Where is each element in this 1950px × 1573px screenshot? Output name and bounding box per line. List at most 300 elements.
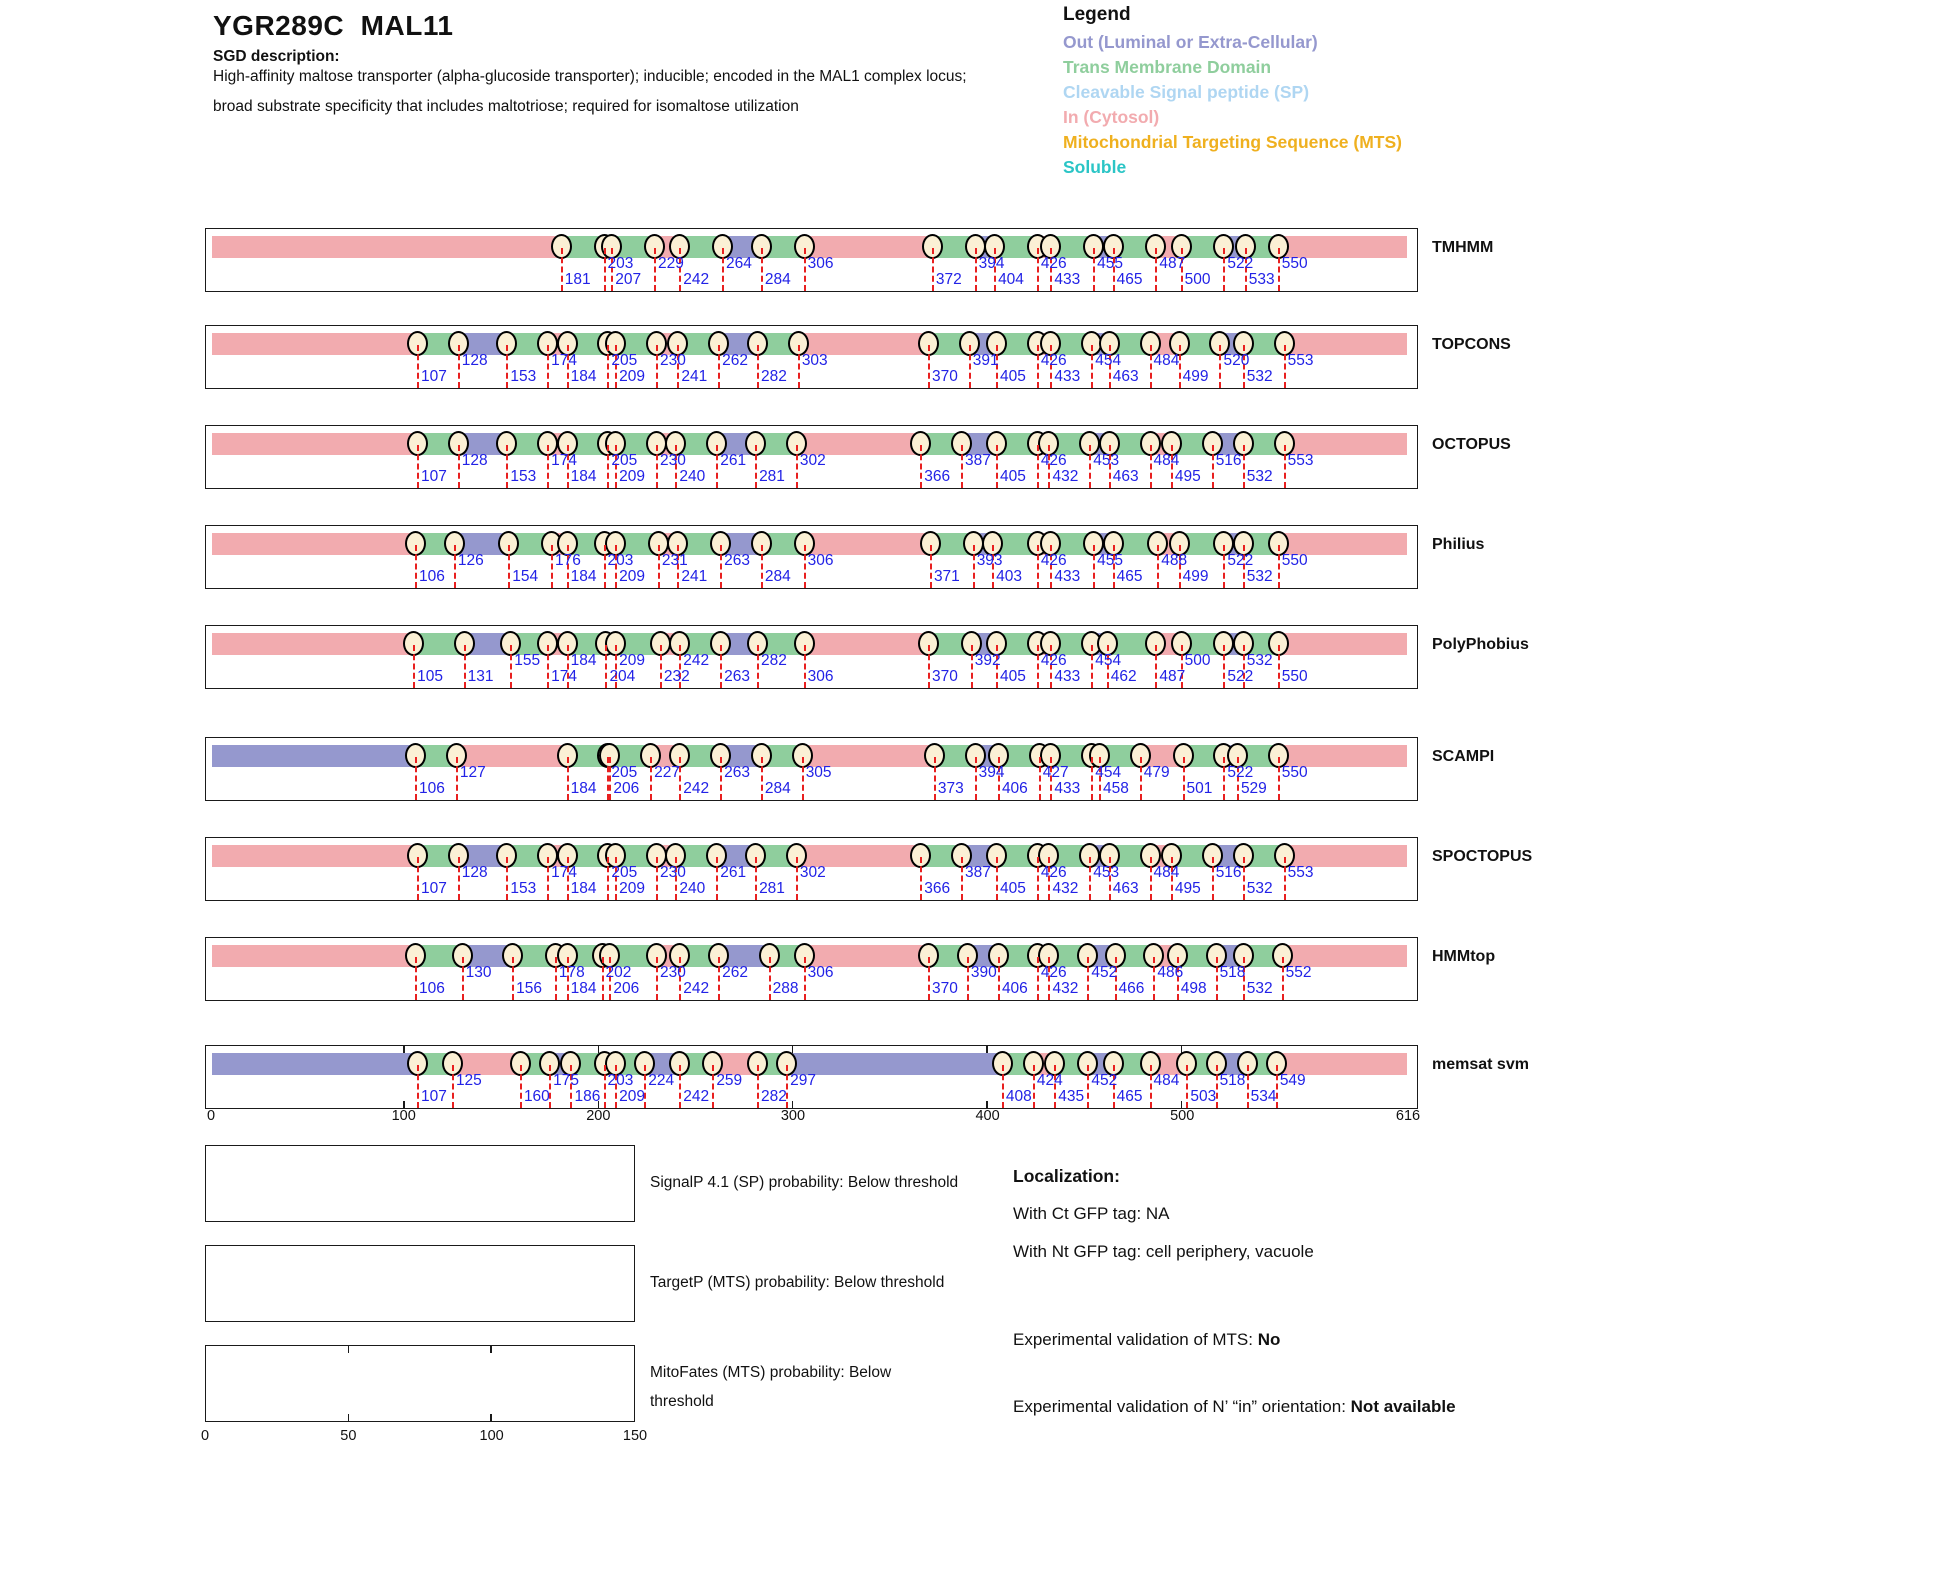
boundary-label-433: 433 [1054,368,1081,385]
track-box-scampi [205,737,1418,801]
boundary-dash-line-181 [561,248,563,291]
boundary-dash-line-454 [1091,645,1093,688]
targetp-plot-box [205,1245,635,1322]
boundary-label-107: 107 [420,468,447,485]
boundary-label-484: 484 [1153,352,1180,369]
boundary-dash-line-153 [506,857,508,900]
boundary-dash-line-263 [720,545,722,588]
boundary-label-263: 263 [724,764,750,781]
legend-items [1063,30,1402,180]
boundary-label-127: 127 [459,764,486,781]
boundary-label-284: 284 [764,780,791,797]
boundary-label-453: 453 [1093,452,1120,469]
track-plotarea [212,229,1407,291]
boundary-label-242: 242 [683,980,710,997]
boundary-dash-line-153 [506,345,508,388]
boundary-dash-line-487 [1155,248,1157,291]
boundary-label-500: 500 [1184,271,1211,288]
boundary-label-282: 282 [761,652,787,669]
boundary-label-230: 230 [659,452,686,469]
segment-out-1-106 [212,745,416,767]
boundary-label-495: 495 [1174,880,1201,897]
mitofates-axis-label-50: 50 [340,1428,357,1444]
boundary-label-553: 553 [1287,352,1314,369]
boundary-label-426: 426 [1040,964,1067,981]
boundary-label-454: 454 [1095,352,1122,369]
boundary-label-522: 522 [1227,668,1254,685]
boundary-dash-line-305 [802,757,804,800]
boundary-label-128: 128 [461,452,488,469]
axis-tick-100 [403,1046,405,1053]
orientation-validation-line [1013,1390,1463,1423]
mitofates-plot-box [205,1345,635,1422]
boundary-dash-line-452 [1087,1065,1089,1108]
boundary-label-284: 284 [764,271,791,288]
boundary-label-174: 174 [551,452,578,469]
boundary-dash-line-427 [1039,757,1041,800]
mitofates-tick [348,1346,350,1353]
boundary-dash-line-128 [458,445,460,488]
boundary-label-370: 370 [932,980,958,997]
boundary-label-184: 184 [570,780,597,797]
boundary-label-174: 174 [551,668,578,685]
boundary-label-516: 516 [1215,864,1242,881]
boundary-label-453: 453 [1093,864,1120,881]
boundary-label-466: 466 [1118,980,1145,997]
boundary-label-209: 209 [619,568,646,585]
boundary-label-370: 370 [932,668,958,685]
boundary-label-532: 532 [1246,368,1273,385]
boundary-dash-line-282 [757,645,759,688]
boundary-label-128: 128 [461,864,488,881]
boundary-label-202: 202 [605,964,632,981]
boundary-label-495: 495 [1174,468,1201,485]
boundary-label-366: 366 [924,880,951,897]
boundary-label-241: 241 [681,568,708,585]
boundary-dash-line-153 [506,445,508,488]
boundary-label-432: 432 [1052,468,1079,485]
axis-tick-400 [986,1101,988,1108]
boundary-label-433: 433 [1054,568,1081,585]
boundary-label-532: 532 [1246,880,1273,897]
boundary-label-262: 262 [722,964,749,981]
legend-item-4: In (Cytosol) [1063,107,1160,127]
mitofates-axis-label-0: 0 [200,1428,210,1444]
boundary-label-406: 406 [1001,980,1028,997]
boundary-label-486: 486 [1157,964,1184,981]
boundary-label-435: 435 [1058,1088,1085,1105]
boundary-dash-line-125 [452,1065,454,1108]
boundary-label-106: 106 [419,780,445,797]
boundary-label-553: 553 [1287,864,1314,881]
track-label-topcons: TOPCONS [1432,336,1511,353]
boundary-label-371: 371 [933,568,960,585]
segment-out-1-107 [212,1053,418,1075]
boundary-label-366: 366 [924,468,951,485]
boundary-label-393: 393 [976,552,1003,569]
boundary-label-462: 462 [1110,668,1137,685]
boundary-label-426: 426 [1040,255,1067,272]
boundary-label-518: 518 [1219,1072,1246,1089]
boundary-label-465: 465 [1116,1088,1143,1105]
track-label-scampi: SCAMPI [1432,748,1495,765]
boundary-label-242: 242 [683,652,710,669]
boundary-label-498: 498 [1180,980,1207,997]
boundary-label-184: 184 [570,980,597,997]
boundary-label-387: 387 [965,864,991,881]
legend-title: Legend [1063,4,1131,25]
boundary-dash-line-306 [804,957,806,1000]
boundary-label-242: 242 [683,271,710,288]
track-box-topcons [205,325,1418,389]
boundary-label-405: 405 [1000,880,1026,897]
boundary-dash-line-394 [975,248,977,291]
boundary-label-281: 281 [759,880,785,897]
boundary-label-288: 288 [772,980,799,997]
boundary-label-305: 305 [805,764,832,781]
boundary-label-175: 175 [553,1072,579,1089]
boundary-label-209: 209 [619,652,646,669]
boundary-label-463: 463 [1112,468,1139,485]
boundary-dash-line-479 [1140,757,1142,800]
orientation-validation-label: Experimental validation of N’ “in” orientation: [1013,1397,1351,1416]
boundary-label-426: 426 [1040,452,1067,469]
track-plotarea [212,526,1407,588]
boundary-label-404: 404 [998,271,1024,288]
boundary-dash-line-522 [1223,645,1225,688]
boundary-dash-line-263 [720,757,722,800]
boundary-label-297: 297 [790,1072,817,1089]
boundary-label-264: 264 [726,255,752,272]
boundary-label-240: 240 [679,468,706,485]
boundary-dash-line-160 [520,1065,522,1108]
boundary-label-242: 242 [683,780,710,797]
boundary-dash-line-303 [798,345,800,388]
boundary-label-306: 306 [807,552,834,569]
boundary-dash-line-127 [456,757,458,800]
boundary-label-455: 455 [1097,552,1124,569]
boundary-dash-line-263 [720,645,722,688]
boundary-dash-line-262 [718,957,720,1000]
boundary-dash-line-227 [650,757,652,800]
boundary-label-550: 550 [1281,668,1308,685]
boundary-label-390: 390 [970,964,997,981]
boundary-dash-line-370 [928,645,930,688]
boundary-label-174: 174 [551,352,578,369]
boundary-label-403: 403 [996,568,1022,585]
track-plotarea [212,738,1407,800]
boundary-dash-line-203 [604,545,606,588]
segment-in-550-616 [1279,633,1407,655]
boundary-label-550: 550 [1281,255,1308,272]
boundary-label-203: 203 [607,255,634,272]
segment-out-297-408 [787,1053,1003,1075]
mitofates-axis-label-150: 150 [622,1428,648,1444]
legend-item-3: Cleavable Signal peptide (SP) [1063,82,1310,102]
boundary-dash-line-426 [1037,545,1039,588]
boundary-dash-line-184 [567,757,569,800]
track-box-tmhmm [205,228,1418,292]
boundary-dash-line-366 [920,445,922,488]
boundary-label-454: 454 [1095,764,1122,781]
signalp-plot-label: SignalP 4.1 (SP) probability: Below threshold [650,1174,959,1191]
sgd-description-label: SGD description: [213,48,340,65]
boundary-dash-line-264 [722,248,724,291]
boundary-dash-line-261 [716,857,718,900]
boundary-dash-line-203 [604,248,606,291]
boundary-dash-line-284 [761,248,763,291]
boundary-dash-line-406 [998,957,1000,1000]
boundary-label-487: 487 [1159,668,1186,685]
track-label-polyphobius: PolyPhobius [1432,636,1529,653]
boundary-dash-line-106 [415,545,417,588]
boundary-label-282: 282 [761,1088,787,1105]
boundary-dash-line-426 [1037,248,1039,291]
boundary-label-306: 306 [807,964,834,981]
boundary-label-392: 392 [974,652,1001,669]
boundary-label-209: 209 [619,468,646,485]
boundary-dash-line-405 [996,857,998,900]
boundary-dash-line-516 [1212,445,1214,488]
boundary-label-463: 463 [1112,368,1139,385]
boundary-label-406: 406 [1001,780,1028,797]
boundary-label-550: 550 [1281,552,1308,569]
boundary-label-426: 426 [1040,652,1067,669]
boundary-dash-line-302 [796,857,798,900]
boundary-label-499: 499 [1182,368,1209,385]
legend [1063,4,1402,180]
signalp-plot-box [205,1145,635,1222]
boundary-dash-line-484 [1150,857,1152,900]
axis-label-400: 400 [975,1108,1000,1124]
boundary-dash-line-306 [804,545,806,588]
boundary-dash-line-230 [656,345,658,388]
boundary-dash-line-373 [934,757,936,800]
boundary-dash-line-105 [413,645,415,688]
boundary-label-241: 241 [681,368,708,385]
boundary-label-204: 204 [609,668,636,685]
legend-item-1: Out (Luminal or Extra-Cellular) [1063,32,1318,52]
boundary-dash-line-488 [1157,545,1159,588]
boundary-label-529: 529 [1240,780,1267,797]
boundary-dash-line-452 [1087,957,1089,1000]
boundary-dash-line-484 [1150,345,1152,388]
boundary-label-153: 153 [510,468,537,485]
boundary-label-500: 500 [1184,652,1211,669]
boundary-dash-line-522 [1223,545,1225,588]
track-label-hmmtop: HMMtop [1432,948,1496,965]
boundary-dash-line-516 [1212,857,1214,900]
boundary-dash-line-128 [458,857,460,900]
track-box-philius [205,525,1418,589]
axis-label-100: 100 [391,1108,416,1124]
axis-label-616: 616 [1395,1108,1421,1124]
boundary-dash-line-230 [656,957,658,1000]
boundary-label-487: 487 [1159,255,1186,272]
boundary-label-302: 302 [799,864,826,881]
boundary-label-203: 203 [607,552,634,569]
boundary-label-532: 532 [1246,568,1273,585]
boundary-dash-line-106 [415,957,417,1000]
boundary-label-205: 205 [611,764,638,781]
boundary-dash-line-522 [1223,757,1225,800]
boundary-label-302: 302 [799,452,826,469]
boundary-dash-line-106 [415,757,417,800]
boundary-label-284: 284 [764,568,791,585]
boundary-dash-line-281 [755,445,757,488]
boundary-label-387: 387 [965,452,991,469]
mts-validation-label: Experimental validation of MTS: [1013,1330,1258,1349]
boundary-label-520: 520 [1223,352,1250,369]
boundary-label-206: 206 [613,780,640,797]
boundary-dash-line-453 [1089,445,1091,488]
boundary-dash-line-387 [961,857,963,900]
boundary-label-479: 479 [1143,764,1170,781]
mitofates-axis [200,1428,648,1446]
boundary-dash-line-154 [508,545,510,588]
axis-label-300: 300 [780,1108,806,1124]
boundary-dash-line-484 [1150,1065,1152,1108]
boundary-label-174: 174 [551,864,578,881]
boundary-label-465: 465 [1116,271,1143,288]
axis-label-0: 0 [206,1108,216,1124]
track-plotarea [212,426,1407,488]
boundary-dash-line-408 [1002,1065,1004,1108]
boundary-dash-line-130 [462,957,464,1000]
boundary-dash-line-522 [1223,248,1225,291]
boundary-label-186: 186 [574,1088,601,1105]
mts-validation-value: No [1257,1330,1281,1349]
boundary-dash-line-484 [1150,445,1152,488]
segment-in-1-181 [212,236,562,258]
orientation-validation-value: Not available [1350,1397,1456,1416]
boundary-dash-line-261 [716,445,718,488]
boundary-label-184: 184 [570,468,597,485]
track-box-octopus [205,425,1418,489]
boundary-label-394: 394 [978,764,1005,781]
boundary-dash-line-259 [712,1065,714,1108]
boundary-label-372: 372 [935,271,962,288]
boundary-dash-line-550 [1278,248,1280,291]
boundary-dash-line-426 [1037,857,1039,900]
track-plotarea [212,326,1407,388]
boundary-label-534: 534 [1250,1088,1277,1105]
boundary-dash-line-204 [605,645,607,688]
boundary-dash-line-232 [660,645,662,688]
localization-heading: Localization: [1013,1166,1120,1186]
boundary-dash-line-107 [417,445,419,488]
axis-tick-300 [792,1046,794,1053]
boundary-dash-line-372 [932,248,934,291]
boundary-label-282: 282 [761,368,787,385]
track-plotarea [212,626,1407,688]
boundary-label-501: 501 [1186,780,1213,797]
boundary-dash-line-426 [1037,957,1039,1000]
boundary-label-207: 207 [615,271,642,288]
boundary-dash-line-366 [920,857,922,900]
boundary-dash-line-453 [1089,857,1091,900]
boundary-dash-line-126 [454,545,456,588]
track-box-memsat-svm [205,1045,1418,1109]
boundary-dash-line-174 [547,445,549,488]
boundary-dash-line-131 [464,645,466,688]
boundary-dash-line-176 [551,545,553,588]
boundary-label-242: 242 [683,1088,710,1105]
segment-in-1-106 [212,945,416,967]
boundary-label-433: 433 [1054,271,1081,288]
page-title: YGR289C MAL11 [213,10,454,41]
boundary-label-433: 433 [1054,668,1081,685]
boundary-label-106: 106 [419,980,445,997]
boundary-dash-line-426 [1037,345,1039,388]
boundary-dash-line-370 [928,957,930,1000]
boundary-dash-line-455 [1093,248,1095,291]
boundary-dash-line-282 [757,1065,759,1108]
segment-in-306-370 [805,633,929,655]
boundary-dash-line-503 [1186,1065,1188,1108]
nt-gfp-line: With Nt GFP tag: cell periphery, vacuole [1013,1242,1314,1261]
ct-gfp-line: With Ct GFP tag: NA [1013,1204,1170,1223]
axis-label-200: 200 [586,1108,611,1124]
boundary-label-230: 230 [659,964,686,981]
boundary-label-240: 240 [679,880,706,897]
boundary-label-306: 306 [807,255,834,272]
boundary-label-550: 550 [1281,764,1308,781]
boundary-dash-line-174 [547,345,549,388]
boundary-dash-line-424 [1033,1065,1035,1108]
boundary-label-424: 424 [1036,1072,1063,1089]
boundary-label-184: 184 [570,568,597,585]
segment-in-1-107 [212,433,418,455]
boundary-label-154: 154 [512,568,539,585]
boundary-label-107: 107 [420,368,447,385]
boundary-dash-line-553 [1284,857,1286,900]
residue-axis [206,1108,1421,1128]
boundary-label-432: 432 [1052,880,1079,897]
boundary-label-408: 408 [1005,1088,1032,1105]
boundary-dash-line-387 [961,445,963,488]
boundary-dash-line-262 [718,345,720,388]
boundary-dash-line-550 [1278,645,1280,688]
boundary-dash-line-107 [417,345,419,388]
boundary-dash-line-371 [930,545,932,588]
track-box-spoctopus [205,837,1418,901]
boundary-label-209: 209 [619,1088,646,1105]
boundary-dash-line-394 [975,757,977,800]
boundary-label-176: 176 [555,552,581,569]
boundary-dash-line-205 [607,445,609,488]
boundary-label-131: 131 [467,668,494,685]
mitofates-tick [348,1414,350,1421]
boundary-label-306: 306 [807,668,834,685]
axis-tick-400 [986,1046,988,1053]
boundary-label-405: 405 [1000,468,1026,485]
sgd-description-line1: High-affinity maltose transporter (alpha-glucoside transporter); inducible; encoded in the MAL1 complex locus; [213,68,967,85]
targetp-plot-label: TargetP (MTS) probability: Below threshold [650,1274,945,1291]
segment-in-1-105 [212,633,414,655]
boundary-dash-line-155 [510,645,512,688]
boundary-label-522: 522 [1227,552,1254,569]
boundary-dash-line-306 [804,645,806,688]
boundary-dash-line-392 [971,645,973,688]
boundary-label-452: 452 [1091,1072,1118,1089]
boundary-dash-line-520 [1219,345,1221,388]
track-label-octopus: OCTOPUS [1432,436,1511,453]
boundary-label-230: 230 [659,352,686,369]
boundary-label-553: 553 [1287,452,1314,469]
boundary-label-458: 458 [1102,780,1129,797]
boundary-dash-line-205 [607,857,609,900]
